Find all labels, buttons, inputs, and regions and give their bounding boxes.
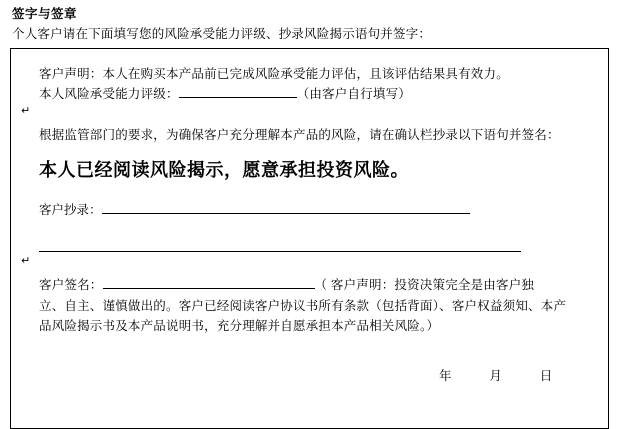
copy-input-line-1[interactable] (102, 199, 470, 214)
copy-label: 客户抄录： (39, 203, 102, 218)
copy-row (39, 199, 594, 223)
customer-statement-text: 客户声明：本人在购买本产品前已完成风险承受能力评估，且该评估结果具有效力。 (39, 66, 509, 81)
page-title: 签字与签章 (12, 7, 78, 21)
date-month-label: 月 (489, 369, 503, 384)
risk-rating-hint: （由客户自行填写） (296, 86, 412, 101)
risk-rating-input[interactable] (179, 84, 297, 98)
note-line-2: 立、自主、谨慎做出的。客户已经阅读客户协议书所有条款（包括背面）、客户权益须知、本产 (39, 298, 567, 313)
risk-rating-line (39, 84, 594, 104)
copy-row-2 (39, 237, 594, 252)
date-year-label: 年 (439, 369, 452, 384)
paragraph-mark-1: ↵ (21, 105, 31, 118)
requirement-text: 根据监管部门的要求，为确保客户充分理解本产品的风险，请在确认栏抄录以下语句并签名： (39, 127, 560, 142)
signature-box (10, 48, 609, 429)
page-subtitle: 个人客户请在下面填写您的风险承受能力评级、抄录风险揭示语句并签字： (12, 27, 432, 42)
date-row (39, 366, 594, 384)
declaration-statement: 本人已经阅读风险揭示，愿意承担投资风险。 (39, 160, 409, 181)
copy-input-line-2[interactable] (39, 237, 521, 252)
risk-rating-label: 本人风险承受能力评级： (39, 86, 179, 101)
signature-block (39, 275, 594, 336)
note-line-1: （ 客户声明：投资决策完全是由客户独 (314, 278, 535, 293)
signature-line (39, 275, 594, 295)
paragraph-mark-2: ↵ (21, 254, 31, 267)
signature-label: 客户签名： (39, 278, 103, 293)
requirement-paragraph (39, 126, 594, 145)
signature-input[interactable] (103, 275, 315, 289)
date-day-label: 日 (539, 369, 553, 384)
customer-statement-line (39, 65, 594, 84)
note-line-3: 品风险揭示书及本产品说明书，充分理解并自愿承担本产品相关风险。） (39, 318, 440, 333)
